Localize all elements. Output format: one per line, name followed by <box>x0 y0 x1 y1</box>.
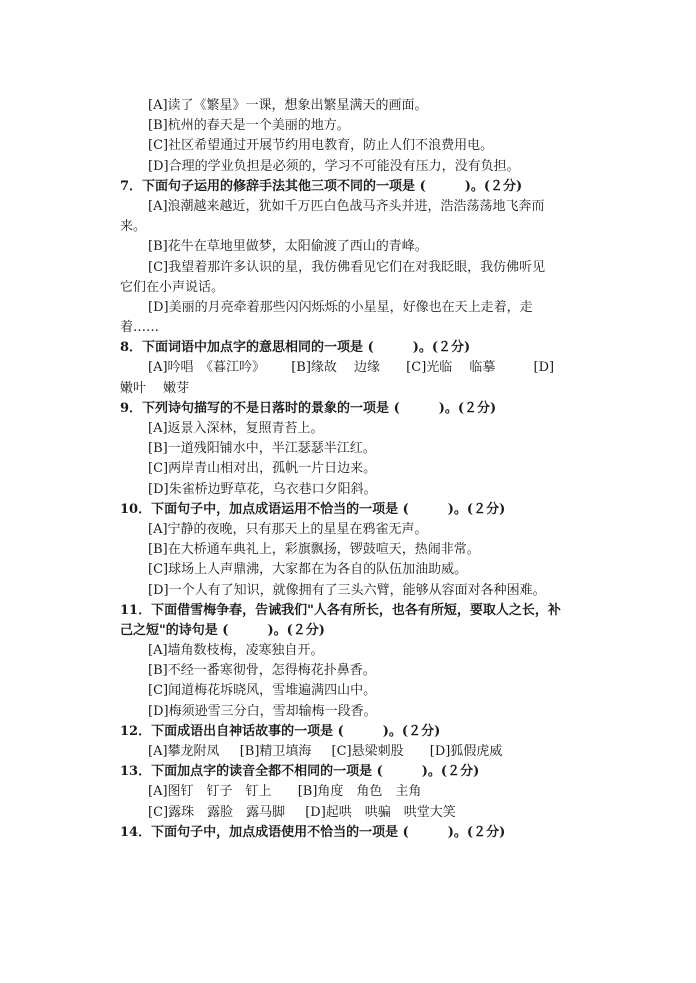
q8-option-b: [B]缘故 边缘 <box>291 360 381 376</box>
q10-option-a: [A]宁静的夜晚，只有那天上的星星在鸦雀无声。 <box>148 521 428 537</box>
q9-option-c: [C]两岸青山相对出，孤帆一片日边来。 <box>148 461 377 477</box>
q8-option-d: [D] <box>533 360 555 376</box>
q7-option-a: [A]浪潮越来越近，犹如千万匹白色战马齐头并进，浩浩荡荡地飞奔而 <box>148 198 545 214</box>
q13-options-row-1 <box>120 782 590 802</box>
q10-stem: 10．下面句子中，加点成语运用不恰当的一项是 ( )。(２分) <box>120 501 506 517</box>
q13-option-c: [C]露珠 露脸 露马脚 <box>148 804 286 820</box>
q6-option-a: [A]读了《繁星》一课，想象出繁星满天的画面。 <box>148 98 428 113</box>
q13-stem: 13．下面加点字的读音全都不相同的一项是 ( )。(２分) <box>120 764 480 780</box>
q11-stem: 11．下面借雪梅争春，告诫我们"人各有所长，也各有所短，要取人之长，补 <box>120 602 561 618</box>
q8-option-d-cont: 嫩叶 嫩芽 <box>120 380 190 396</box>
q13-option-a: [A]图钉 钉子 钉上 <box>148 784 272 800</box>
q7-option-d: [D]美丽的月亮牵着那些闪闪烁烁的小星星，好像也在天上走着，走 <box>148 299 533 315</box>
q12-options-row <box>120 742 590 762</box>
q9-option-d: [D]朱雀桥边野草花，乌衣巷口夕阳斜。 <box>148 481 377 497</box>
q12-option-d: [D]狐假虎威 <box>429 744 503 759</box>
q8-stem: 8．下面词语中加点字的意思相同的一项是 ( )。(２分) <box>120 340 471 356</box>
q9-option-a: [A]返景入深林，复照青苔上。 <box>148 421 324 436</box>
q8-option-a: [A]吟唱 《暮江吟》 <box>148 360 266 376</box>
q6-option-b: [B]杭州的春天是一个美丽的地方。 <box>148 118 350 134</box>
q12-stem: 12．下面成语出自神话故事的一项是 ( )。(２分) <box>120 723 441 739</box>
q9-stem: 9．下列诗句描写的不是日落时的景象的一项是 ( )。(２分) <box>120 400 497 416</box>
q11-option-c: [C]闻道梅花坼晓风，雪堆遍满四山中。 <box>148 683 377 699</box>
q10-option-d: [D]一个人有了知识，就像拥有了三头六臂，能够从容面对各种困难。 <box>148 582 546 598</box>
q11-option-a: [A]墙角数枝梅，凌寒独自开。 <box>148 643 324 659</box>
q7-option-a-cont: 来。 <box>120 219 147 235</box>
q7-option-c: [C]我望着那许多认识的星，我仿佛看见它们在对我眨眼，我仿佛听见 <box>148 259 546 275</box>
q11-option-d: [D]梅须逊雪三分白，雪却输梅一段香。 <box>148 703 377 719</box>
q10-option-c: [C]球场上人声鼎沸，大家都在为各自的队伍加油助威。 <box>148 562 468 578</box>
q11-stem-cont: 己之短"的诗句是 ( )。(２分) <box>120 622 325 638</box>
q6-option-d: [D]合理的学业负担是必须的，学习不可能没有压力，没有负担。 <box>148 158 520 174</box>
q13-option-d: [D]起哄 哄骗 哄堂大笑 <box>305 804 456 820</box>
q6-option-c: [C]社区希望通过开展节约用电教育，防止人们不浪费用电。 <box>148 138 494 154</box>
q7-stem: 7．下面句子运用的修辞手法其他三项不同的一项是 ( )。(２分) <box>120 178 523 194</box>
q13-option-b: [B]角度 角色 主角 <box>297 784 422 800</box>
q9-option-b: [B]一道残阳铺水中，半江瑟瑟半江红。 <box>148 441 376 457</box>
q8-option-c: [C]光临 临摹 <box>406 360 496 376</box>
q12-option-c: [C]悬梁刺股 <box>331 744 404 759</box>
q11-option-b: [B]不经一番寒彻骨，怎得梅花扑鼻香。 <box>148 663 376 679</box>
q12-option-a: [A]攀龙附凤 <box>148 744 220 759</box>
q14-stem: 14．下面句子中，加点成语使用不恰当的一项是 ( )。(２分) <box>120 824 506 840</box>
q13-options-row-2 <box>120 803 590 823</box>
q7-option-b: [B]花牛在草地里做梦，太阳偷渡了西山的青峰。 <box>148 239 428 255</box>
q8-options-row <box>120 358 590 378</box>
question-list <box>120 96 590 843</box>
q7-option-c-cont: 它们在小声说话。 <box>120 279 225 295</box>
q7-option-d-cont: 着…… <box>120 320 160 336</box>
q12-option-b: [B]精卫填海 <box>239 744 312 759</box>
q10-option-b: [B]在大桥通车典礼上，彩旗飘扬，锣鼓喧天，热闹非常。 <box>148 542 480 558</box>
